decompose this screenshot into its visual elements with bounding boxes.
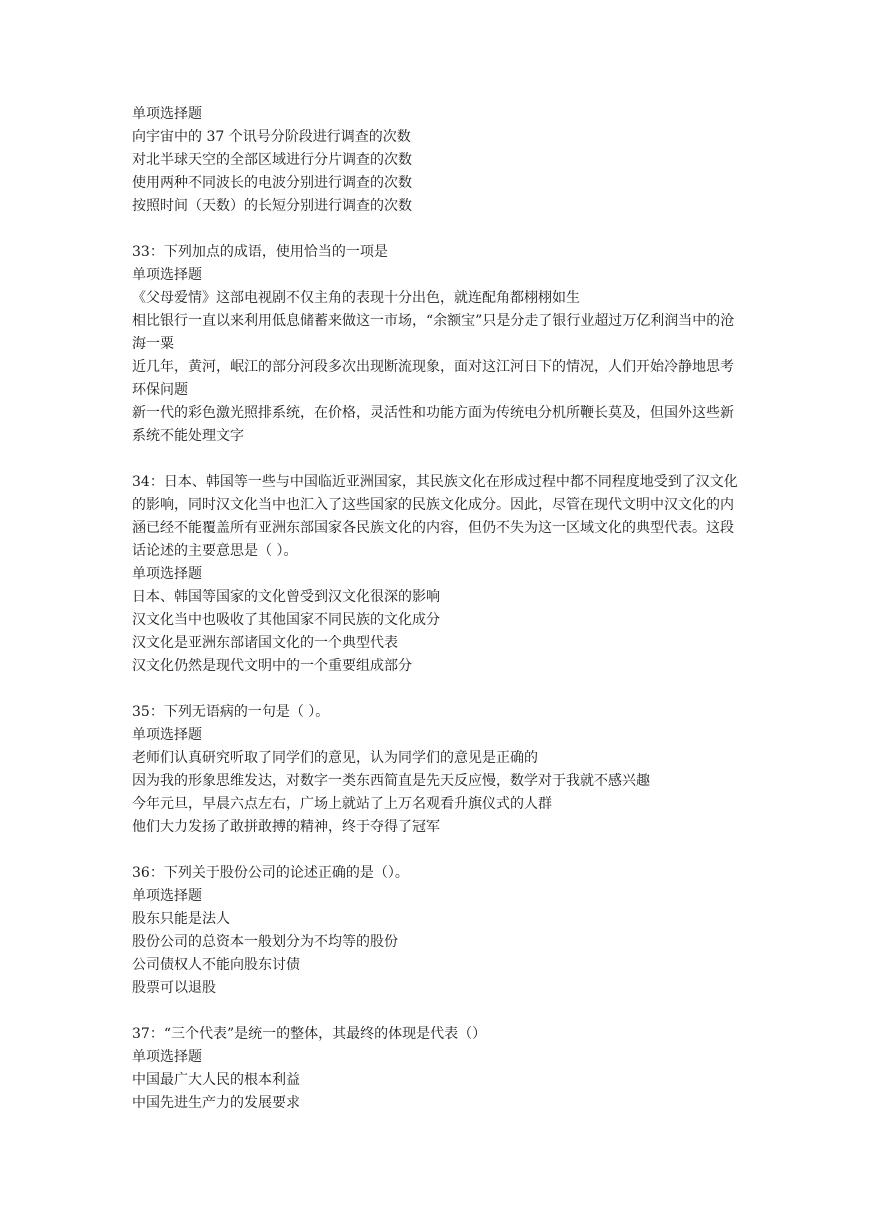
option-b: 因为我的形象思维发达，对数字一类东西简直是先天反应慢，数学对于我就不感兴趣 xyxy=(132,773,650,789)
option-b: 股份公司的总资本一般划分为不均等的股份 xyxy=(132,934,398,950)
option-c: 公司债权人不能向股东讨债 xyxy=(132,957,300,973)
question-36 xyxy=(132,862,744,1000)
option-b: 中国先进生产力的发展要求 xyxy=(132,1095,300,1111)
option-d: 汉文化仍然是现代文明中的一个重要组成部分 xyxy=(132,658,412,674)
question-type-label: 单项选择题 xyxy=(132,727,202,743)
question-32 xyxy=(132,103,744,218)
question-stem: 33：下列加点的成语，使用恰当的一项是 xyxy=(132,244,388,260)
option-d: 按照时间（天数）的长短分别进行调查的次数 xyxy=(132,198,412,214)
question-type-label: 单项选择题 xyxy=(132,106,202,122)
question-stem: 35：下列无语病的一句是（ ）。 xyxy=(132,704,330,720)
option-a: 中国最广大人民的根本利益 xyxy=(132,1072,300,1088)
option-a: 《父母爱情》这部电视剧不仅主角的表现十分出色，就连配角都栩栩如生 xyxy=(132,290,580,306)
question-37 xyxy=(132,1023,744,1115)
option-a: 向宇宙中的 37 个讯号分阶段进行调查的次数 xyxy=(132,129,411,145)
question-35 xyxy=(132,701,744,839)
option-d: 新一代的彩色激光照排系统，在价格，灵活性和功能方面为传统电分机所鞭长莫及，但国外这些新系统不能处理文字 xyxy=(132,405,734,444)
option-b: 对北半球天空的全部区域进行分片调查的次数 xyxy=(132,152,412,168)
option-b: 相比银行一直以来利用低息储蓄来做这一市场，“余额宝”只是分走了银行业超过万亿利润当中的沧海一粟 xyxy=(132,313,735,352)
option-a: 日本、韩国等国家的文化曾受到汉文化很深的影响 xyxy=(132,589,440,605)
option-c: 使用两种不同波长的电波分别进行调查的次数 xyxy=(132,175,412,191)
option-b: 汉文化当中也吸收了其他国家不同民族的文化成分 xyxy=(132,612,440,628)
question-type-label: 单项选择题 xyxy=(132,888,202,904)
question-stem: 34：日本、韩国等一些与中国临近亚洲国家，其民族文化在形成过程中都不同程度地受到了汉文化的影响，同时汉文化当中也汇入了这些国家的民族文化成分。因此，尽管在现代文明中汉文化的内涵已经不能覆盖所有亚洲东部国家各民族文化的内容，但仍不失为这一区域文化的典型代表。这段话论述的主要意思是（ ）。 xyxy=(132,474,738,559)
option-c: 汉文化是亚洲东部诸国文化的一个典型代表 xyxy=(132,635,398,651)
option-c: 近几年，黄河，岷江的部分河段多次出现断流现象，面对这江河日下的情况，人们开始冷静地思考环保问题 xyxy=(132,359,734,398)
option-a: 老师们认真研究听取了同学们的意见，认为同学们的意见是正确的 xyxy=(132,750,538,766)
question-33 xyxy=(132,241,744,448)
option-d: 他们大力发扬了敢拼敢搏的精神，终于夺得了冠军 xyxy=(132,819,440,835)
question-stem: 37：“三个代表”是统一的整体，其最终的体现是代表（） xyxy=(132,1026,487,1042)
question-type-label: 单项选择题 xyxy=(132,1049,202,1065)
question-type-label: 单项选择题 xyxy=(132,566,202,582)
option-d: 股票可以退股 xyxy=(132,980,216,996)
question-stem: 36：下列关于股份公司的论述正确的是（）。 xyxy=(132,865,409,881)
question-list xyxy=(132,103,744,1115)
question-type-label: 单项选择题 xyxy=(132,267,202,283)
option-c: 今年元旦，早晨六点左右，广场上就站了上万名观看升旗仪式的人群 xyxy=(132,796,552,812)
question-34 xyxy=(132,471,744,678)
option-a: 股东只能是法人 xyxy=(132,911,230,927)
